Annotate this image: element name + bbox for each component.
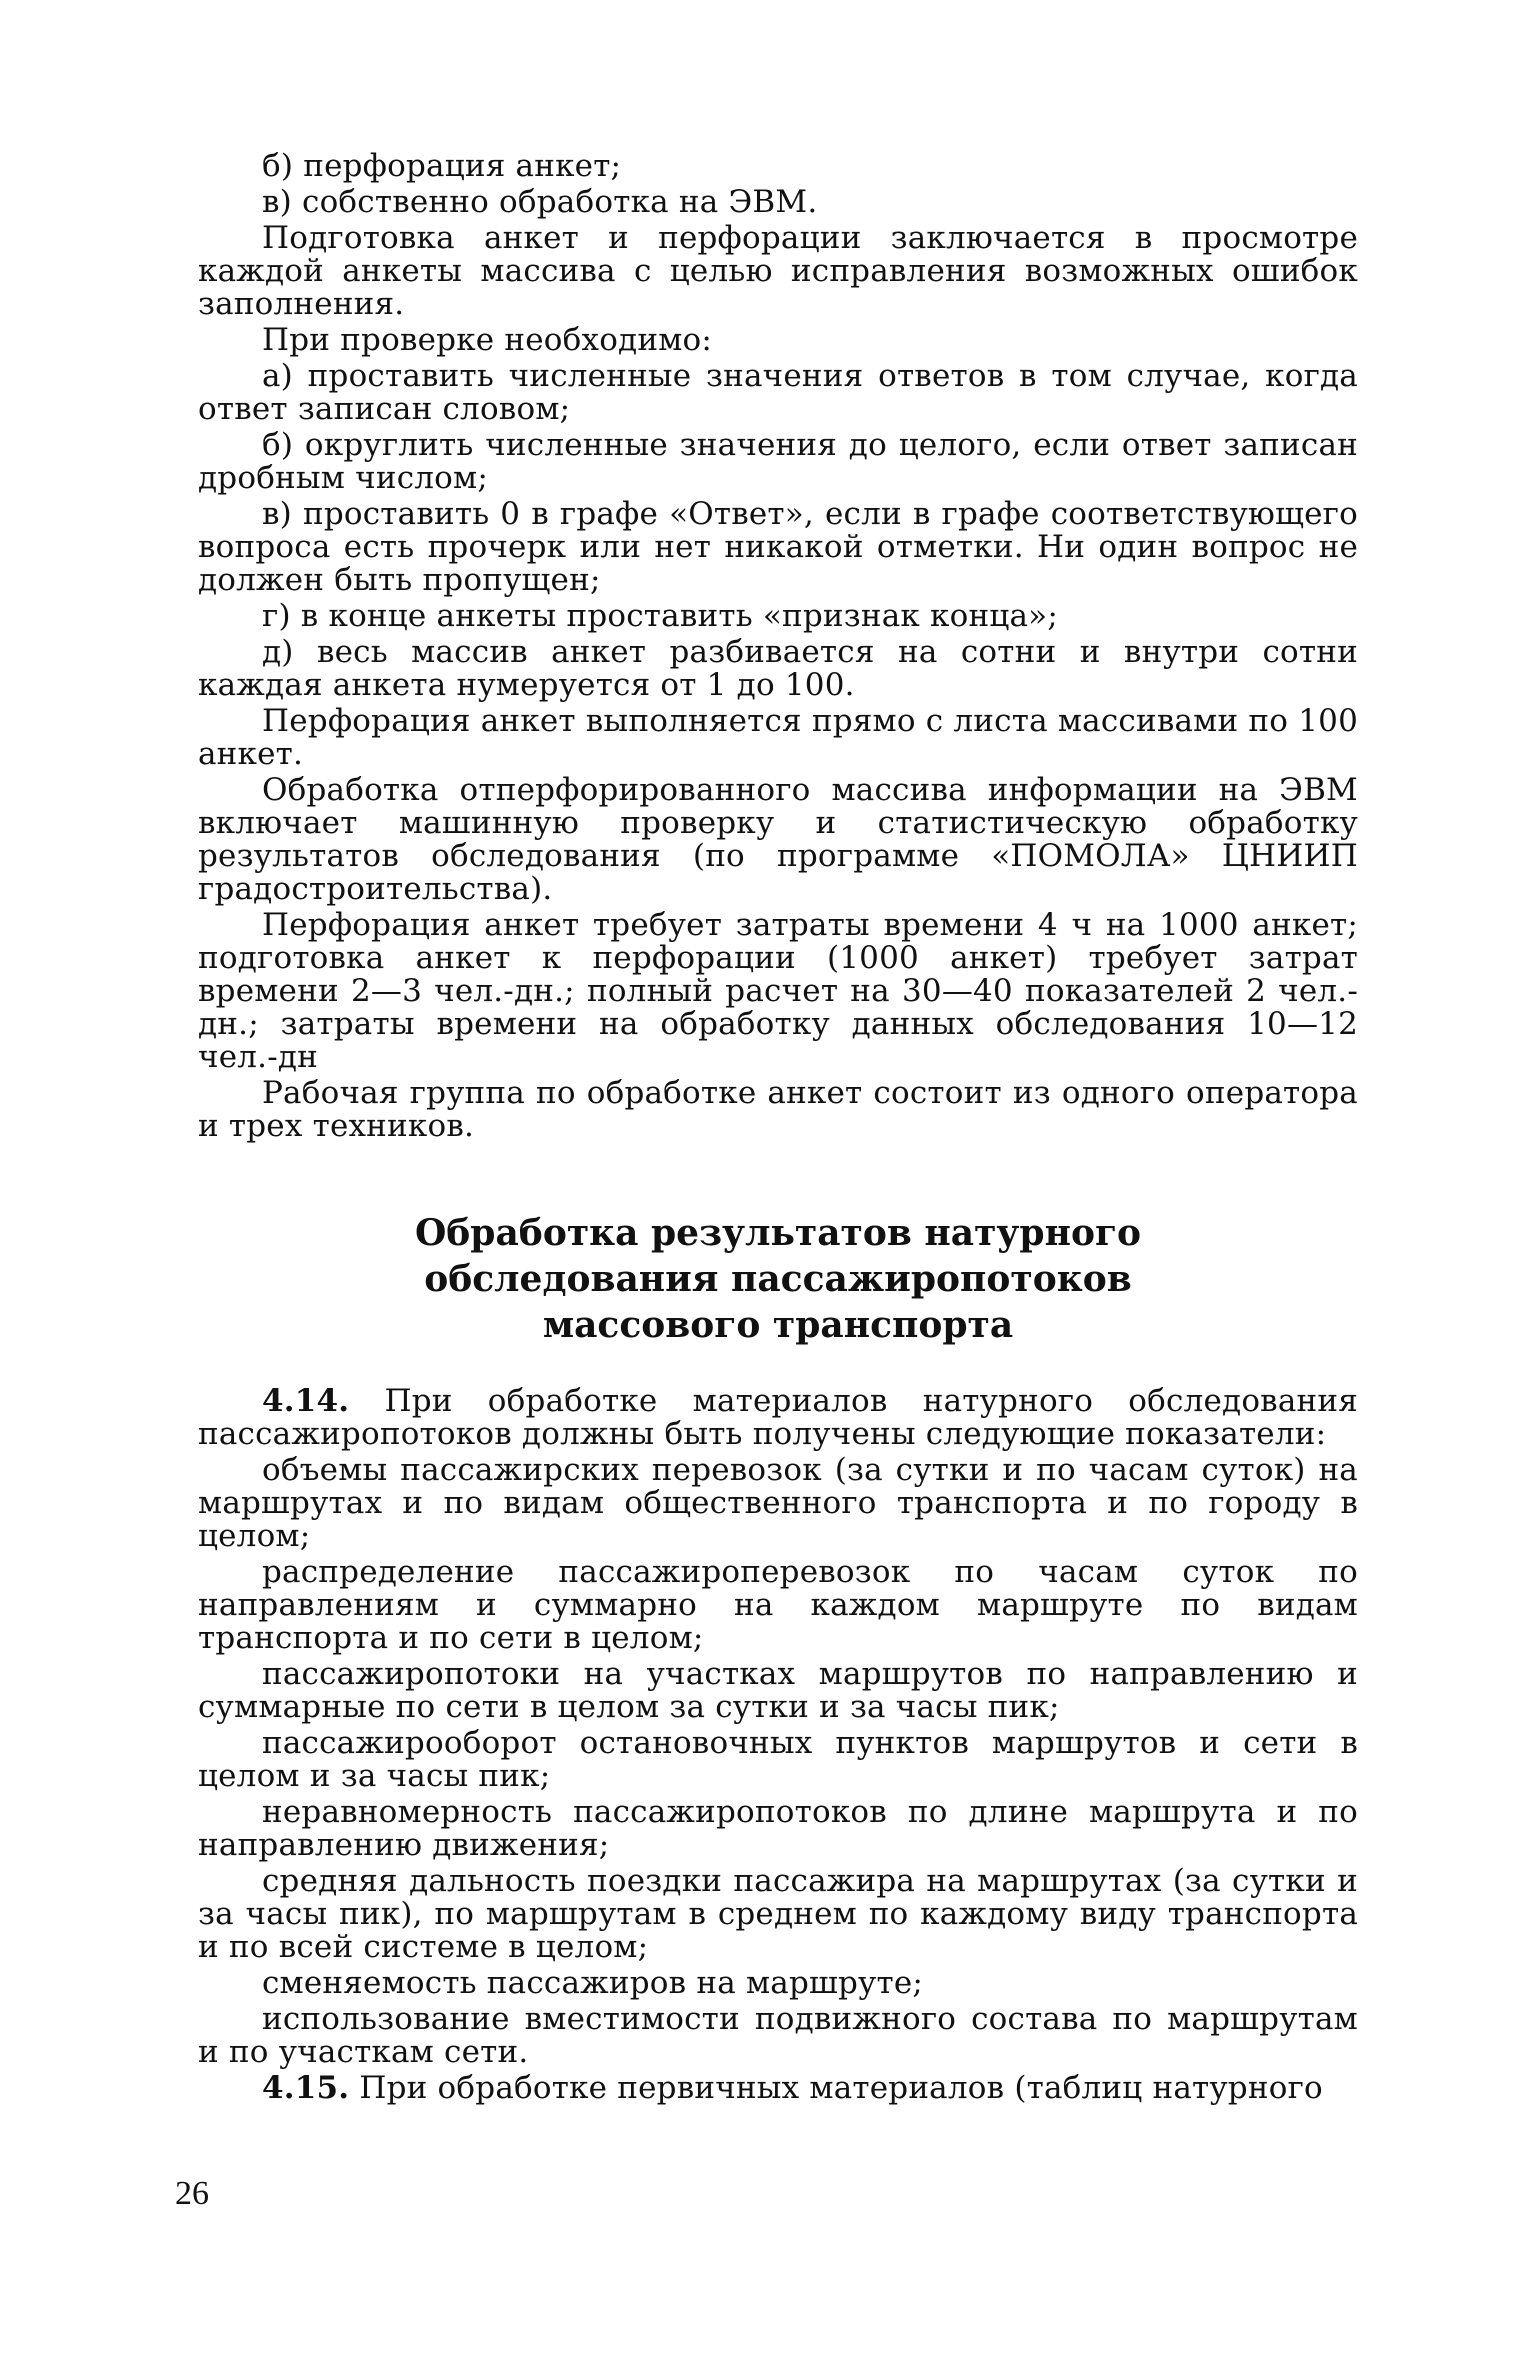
list-item: средняя дальность поездки пассажира на маршрутах (за сутки и за часы пик), по маршрутам в среднем по каждому виду транспорта и по всей системе в целом; [198,1863,1358,1965]
list-item: сменяемость пассажиров на маршруте; [262,1965,924,2001]
clause-number: 4.14. [262,1383,350,1419]
paragraph: г) в конце анкеты проставить «признак конца»; [262,598,1058,634]
heading-line: Обработка результатов натурного [414,1212,1142,1254]
paragraph: При проверке необходимо: [262,322,713,358]
clause-number: 4.15. [262,2070,350,2106]
paragraph: б) перфорация анкет; [262,148,622,184]
paragraph: Перфорация анкет выполняется прямо с листа массивами по 100 анкет. [198,703,1358,772]
section-heading [198,1210,1358,1348]
list-item: распределение пассажироперевозок по часам суток по направлениям и суммарно на каждом маршруте по видам транспорта и по сети в целом; [198,1554,1358,1656]
paragraph: д) весь массив анкет разбивается на сотни и внутри сотни каждая анкета нумеруется от 1 до 100. [198,634,1358,703]
paragraph: б) округлить численные значения до целого, если ответ записан дробным числом; [198,427,1358,496]
list-item: пассажирооборот остановочных пунктов маршрутов и сети в целом и за часы пик; [198,1725,1358,1794]
paragraph: Обработка отперфорированного массива информации на ЭВМ включает машинную проверку и статистическую обработку результатов обследования (по программе «ПОМОЛА» ЦНИИП градостроительства). [198,772,1358,907]
list-item: использование вместимости подвижного состава по маршрутам и по участкам сети. [198,2001,1358,2070]
clause-4-15 [198,2072,1358,2105]
paragraph: Рабочая группа по обработке анкет состоит из одного оператора и трех техников. [198,1075,1358,1144]
paragraph: в) собственно обработка на ЭВМ. [262,184,818,220]
heading-line: массового транспорта [542,1304,1014,1346]
paragraph: Подготовка анкет и перфорации заключается в просмотре каждой анкеты массива с целью исправления возможных ошибок заполнения. [198,220,1358,322]
list-item: неравномерность пассажиропотоков по длине маршрута и по направлению движения; [198,1794,1358,1863]
paragraph: в) проставить 0 в графе «Ответ», если в графе соответствующего вопроса есть прочерк или нет никакой отметки. Ни один вопрос не должен быть пропущен; [198,496,1358,598]
paragraph: Перфорация анкет требует затраты времени 4 ч на 1000 анкет; подготовка анкет к перфорации (1000 анкет) требует затрат времени 2—3 чел.-дн.; полный расчет на 30—40 показателей 2 чел.-дн.; затраты времени на обработку данных обследования 10—12 чел.-дн [198,907,1358,1075]
list-item: объемы пассажирских перевозок (за сутки и по часам суток) на маршрутах и по видам общественного транспорта и по городу в целом; [198,1452,1358,1554]
clause-text: При обработке первичных материалов (таблиц натурного [359,2070,1323,2106]
top-text-block [198,150,1358,1146]
clause-4-14 [198,1385,1358,1451]
page-number: 26 [175,2175,209,2212]
heading-line: обследования пассажиропотоков [424,1258,1132,1300]
paragraph: а) проставить численные значения ответов в том случае, когда ответ записан словом; [198,358,1358,427]
clause-text: При обработке материалов натурного обследования пассажиропотоков должны быть получены следующие показатели: [198,1383,1358,1452]
list-item: пассажиропотоки на участках маршрутов по направлению и суммарные по сети в целом за сутки и за часы пик; [198,1656,1358,1725]
bottom-text-block [198,1385,1358,2108]
